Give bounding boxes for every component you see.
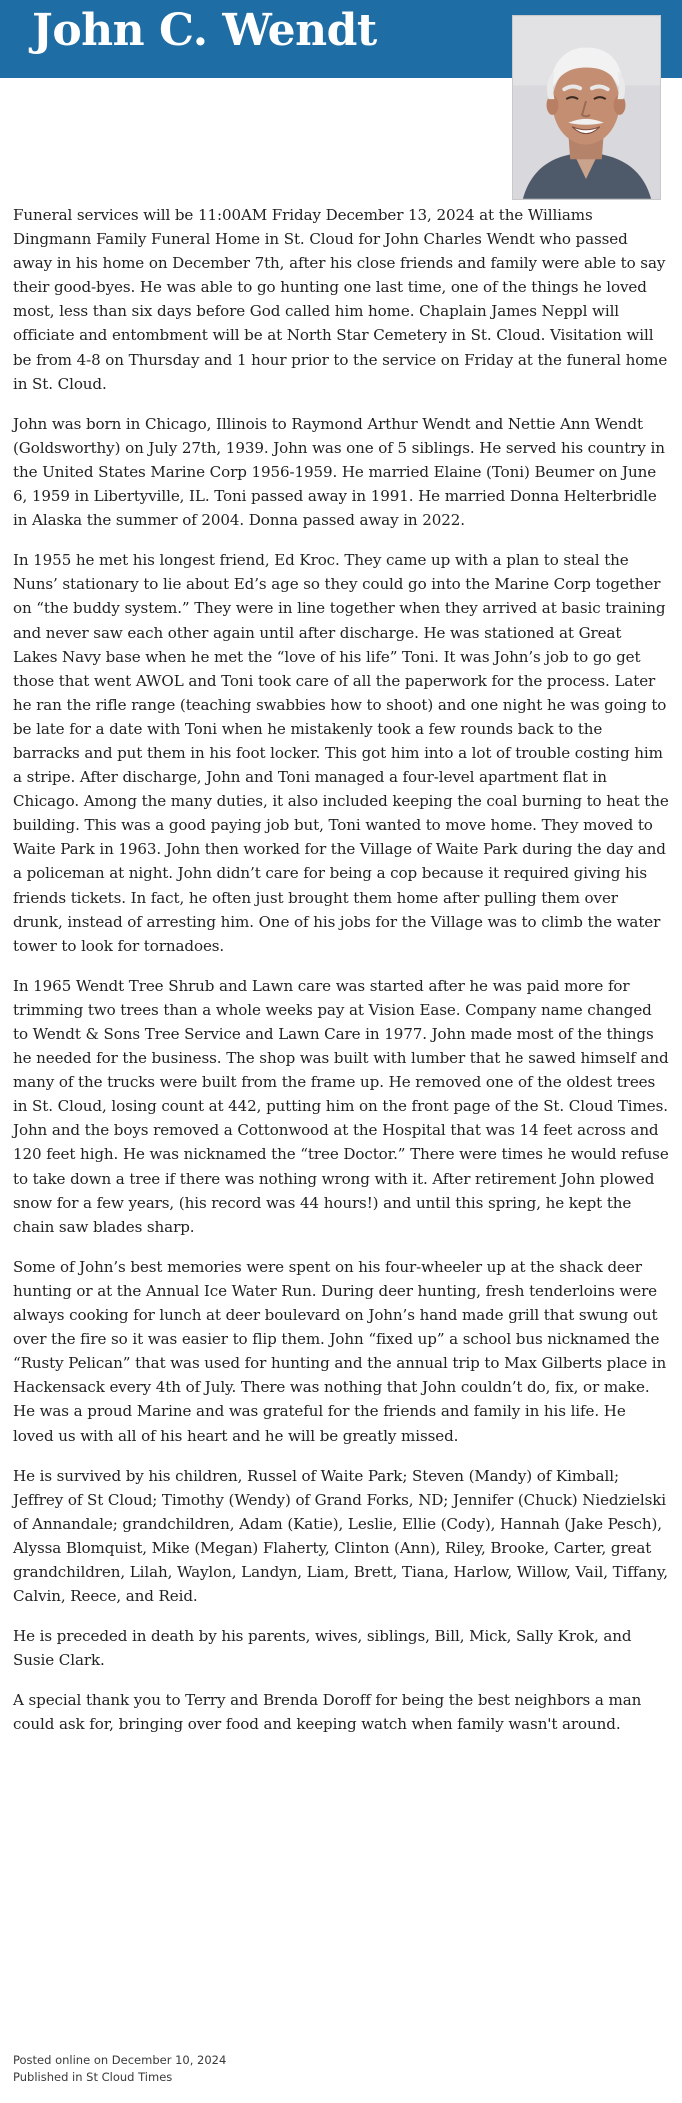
obituary-body [13, 203, 669, 1753]
portrait-photo [512, 15, 661, 200]
obituary-paragraph: In 1955 he met his longest friend, Ed Kroc. They came up with a plan to steal the Nuns’ stationary to lie about Ed’s age so they could go into the Marine Corp together on “the buddy system.” They were in line together when they arrived at basic training and never saw each other again until after discharge. He was stationed at Great Lakes Navy base when he met the “love of his life” Toni. It was John’s job to go get those that went AWOL and Toni took care of all the paperwork for the process. Later he ran the rifle range (teaching swabbies how to shoot) and one night he was going to be late for a date with Toni when he mistakenly took a few rounds back to the barracks and put them in his foot locker. This got him into a lot of trouble costing him a stripe. After discharge, John and Toni managed a four-level apartment flat in Chicago. Among the many duties, it also included keeping the coal burning to heat the building. This was a good paying job but, Toni wanted to move home. They moved to Waite Park in 1963. John then worked for the Village of Waite Park during the day and a policeman at night. John didn’t care for being a cop because it required giving his friends tickets. In fact, he often just brought them home after pulling them over drunk, instead of arresting him. One of his jobs for the Village was to climb the water tower to look for tornadoes. [13, 551, 669, 955]
obituary-paragraph: He is preceded in death by his parents, wives, siblings, Bill, Mick, Sally Krok, and Susie Clark. [13, 1627, 632, 1670]
portrait-icon [513, 16, 660, 199]
obituary-paragraph: John was born in Chicago, Illinois to Raymond Arthur Wendt and Nettie Ann Wendt (Goldsworthy) on July 27th, 1939. John was one of 5 siblings. He served his country in the United States Marine Corp 1956-1959. He married Elaine (Toni) Beumer on June 6, 1959 in Libertyville, IL. Toni passed away in 1991. He married Donna Helterbridle in Alaska the summer of 2004. Donna passed away in 2022. [13, 414, 665, 530]
obituary-paragraph: In 1965 Wendt Tree Shrub and Lawn care was started after he was paid more for trimming two trees than a whole weeks pay at Vision Ease. Company name changed to Wendt & Sons Tree Service and Lawn Care in 1977. John made most of the things he needed for the business. The shop was built with lumber that he sawed himself and many of the trucks were built from the frame up. He removed one of the oldest trees in St. Cloud, losing count at 442, putting him on the front page of the St. Cloud Times. John and the boys removed a Cottonwood at the Hospital that was 14 feet across and 120 feet high. He was nicknamed the “tree Doctor.” There were times he would refuse to take down a tree if there was nothing wrong with it. After retirement John plowed snow for a few years, (his record was 44 hours!) and until this spring, he kept the chain saw blades sharp. [13, 976, 669, 1236]
posted-date: Posted online on December 10, 2024 [13, 2053, 227, 2067]
obituary-paragraph: A special thank you to Terry and Brenda Doroff for being the best neighbors a man could ask for, bringing over food and keeping watch when family wasn't around. [13, 1691, 642, 1734]
obituary-paragraph: Funeral services will be 11:00AM Friday December 13, 2024 at the Williams Dingmann Family Funeral Home in St. Cloud for John Charles Wendt who passed away in his home on December 7th, after his close friends and family were able to say their good-byes. He was able to go hunting one last time, one of the things he loved most, less than six days before God called him home. Chaplain James Neppl will officiate and entombment will be at North Star Cemetery in St. Cloud. Visitation will be from 4-8 on Thursday and 1 hour prior to the service on Friday at the funeral home in St. Cloud. [13, 206, 668, 393]
publication-info [13, 2052, 226, 2086]
deceased-name: John C. Wendt [32, 5, 377, 56]
obituary-paragraph: Some of John’s best memories were spent on his four-wheeler up at the shack deer hunting or at the Annual Ice Water Run. During deer hunting, fresh tenderloins were always cooking for lunch at deer boulevard on John’s hand made grill that swung out over the fire so it was easier to flip them. John “fixed up” a school bus nicknamed the “Rusty Pelican” that was used for hunting and the annual trip to Max Gilberts place in Hackensack every 4th of July. There was nothing that John couldn’t do, fix, or make. He was a proud Marine and was grateful for the friends and family in his life. He loved us with all of his heart and he will be greatly missed. [13, 1257, 667, 1445]
published-in: Published in St Cloud Times [13, 2070, 173, 2084]
obituary-paragraph: He is survived by his children, Russel of Waite Park; Steven (Mandy) of Kimball; Jeffrey of St Cloud; Timothy (Wendy) of Grand Forks, ND; Jennifer (Chuck) Niedzielski of Annandale; grandchildren, Adam (Katie), Leslie, Ellie (Cody), Hannah (Jake Pesch), Alyssa Blomquist, Mike (Megan) Flaherty, Clinton (Ann), Riley, Brooke, Carter, great grandchildren, Lilah, Waylon, Landyn, Liam, Brett, Tiana, Harlow, Willow, Vail, Tiffany, Calvin, Reece, and Reid. [13, 1466, 668, 1606]
